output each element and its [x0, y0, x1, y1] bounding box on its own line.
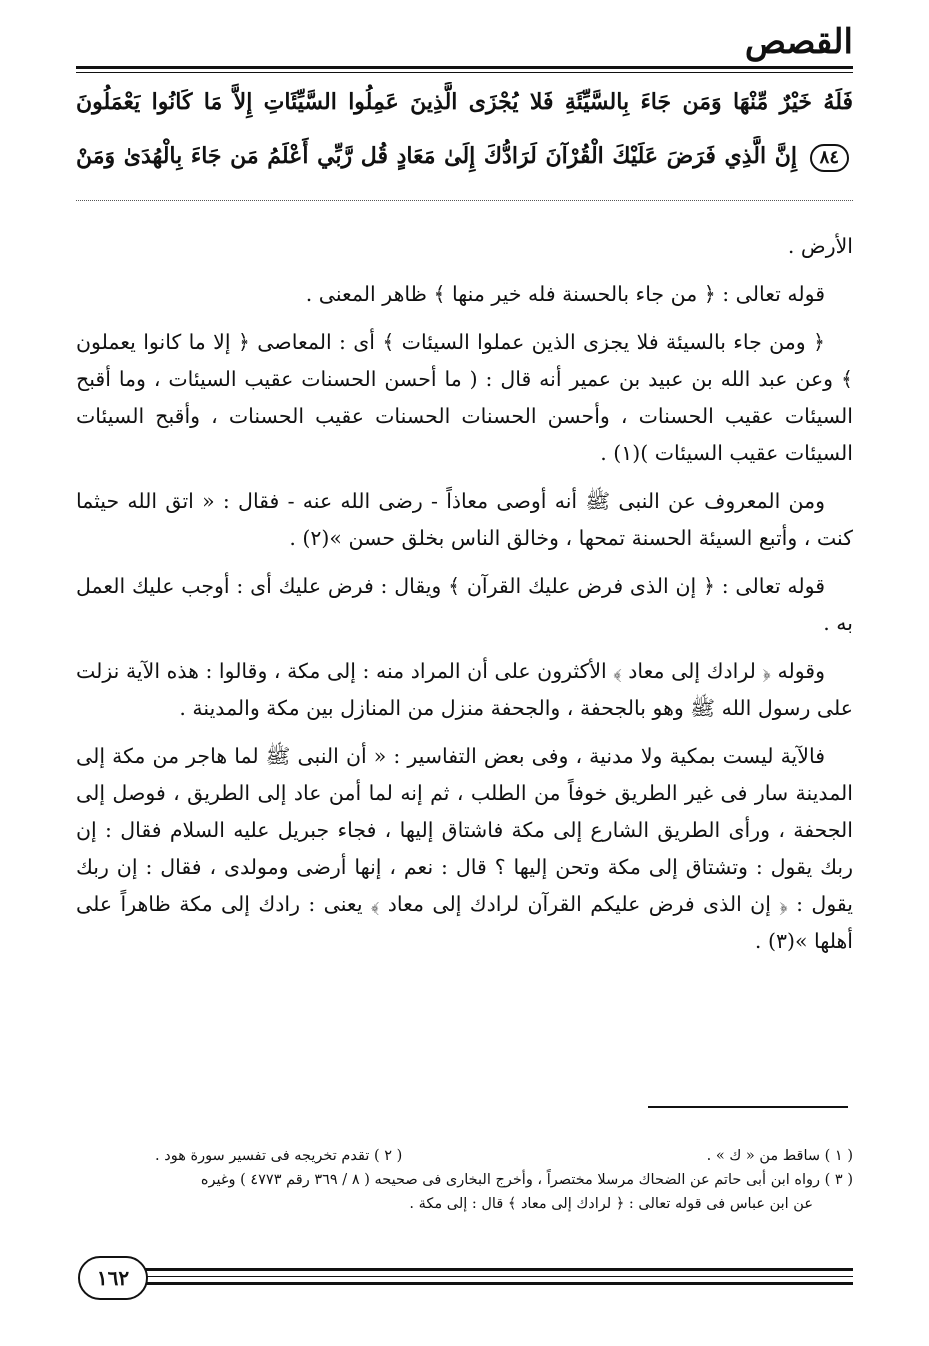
footnote-3: ( ٣ ) رواه ابن أبى حاتم عن الضحاك مرسلا مختصراً ، وأخرج البخارى فى صحيحه ( ٨ / ٣٦٩ رقم ٤٧٧٣ ) وغيره [200, 1172, 853, 1188]
footnote-2: ( ٢ ) تقدم تخريجه فى تفسير سورة هود . [155, 1148, 403, 1164]
footnotes [76, 1144, 853, 1216]
ayah-number-marker: ٨٤ [810, 144, 849, 172]
paragraph: الأرض . [787, 234, 853, 258]
page-number: ١٦٢ [78, 1256, 148, 1300]
footnote-3-continuation: عن ابن عباس فى قوله تعالى : ﴿ لرادك إلى معاد ﴾ قال : إلى مكة . [409, 1196, 813, 1212]
quran-verse-line-2 [76, 136, 853, 176]
paragraph: ﴿ ومن جاء بالسيئة فلا يجزى الذين عملوا السيئات ﴾ أى : المعاصى ﴿ إلا ما كانوا يعملون ﴾ وعن عبد الله بن عبيد بن عمير أنه قال : ( ما أحسن الحسنات عقيب السيئات ، وما أقبح السيئات عقيب الحسنات ، وأحسن الحسنات الحسنات عقيب الحسنات ، وأقبح السيئات السيئات عقيب السيئات )(١) . [76, 330, 853, 465]
footnote-1: ( ١ ) ساقط من « ك » . [706, 1148, 853, 1164]
paragraph: ومن المعروف عن النبى ﷺ أنه أوصى معاذاً - رضى الله عنه - فقال : « اتق الله حيثما كنت ، وأتبع السيئة الحسنة تمحها ، وخالق الناس بخلق حسن »(٢) . [76, 489, 853, 550]
paragraph: قوله تعالى : ﴿ من جاء بالحسنة فله خير منها ﴾ ظاهر المعنى . [305, 282, 825, 306]
quran-verse-line-2-text: إِنَّ الَّذِي فَرَضَ عَلَيْكَ الْقُرْآنَ لَرَادُّكَ إِلَىٰ مَعَادٍ قُل رَّبِّي أَعْلَمُ مَن جَاءَ بِالْهُدَىٰ وَمَنْ [76, 143, 798, 169]
paragraph: وقوله ﴿ لرادك إلى معاد ﴾ الأكثرون على أن المراد منه : إلى مكة ، وقالوا : هذه الآية نزلت على رسول الله ﷺ وهو بالجحفة ، والجحفة منزل من المنازل بين مكة والمدينة . [76, 659, 853, 720]
quran-verse-line-1: فَلَهُ خَيْرٌ مِّنْهَا وَمَن جَاءَ بِالسَّيِّئَةِ فَلا يُجْزَى الَّذِينَ عَمِلُوا السَّيِّئَاتِ إِلاَّ مَا كَانُوا يَعْمَلُونَ [76, 89, 853, 115]
paragraph: فالآية ليست بمكية ولا مدنية ، وفى بعض التفاسير : « أن النبى ﷺ لما هاجر من مكة إلى المدينة سار فى غير الطريق خوفاً من الطلب ، ثم إنه لما أمن عاد إلى الطريق ، فوصل إلى الجحفة ، ورأى الطريق الشارع إلى مكة فاشتاق إليها ، فجاء جبريل عليه السلام فقال : إن ربك يقول : وتشتاق إلى مكة وتحن إليها ؟ قال : نعم ، إنها أرضى ومولدى ، فقال : إن ربك يقول : ﴿ إن الذى فرض عليكم القرآن لرادك إلى معاد ﴾ يعنى : رادك إلى مكة ظاهراً على أهلها »(٣) . [76, 744, 853, 953]
paragraph: قوله تعالى : ﴿ إن الذى فرض عليك القرآن ﴾ ويقال : فرض عليك أى : أوجب عليك العمل به . [76, 574, 853, 635]
commentary-body [76, 228, 853, 971]
verse-separator [76, 200, 853, 201]
surah-name-header: القصص [744, 22, 853, 62]
footer-rules [140, 1268, 853, 1285]
header-rule [76, 66, 853, 69]
header-rule-thin [76, 72, 853, 73]
